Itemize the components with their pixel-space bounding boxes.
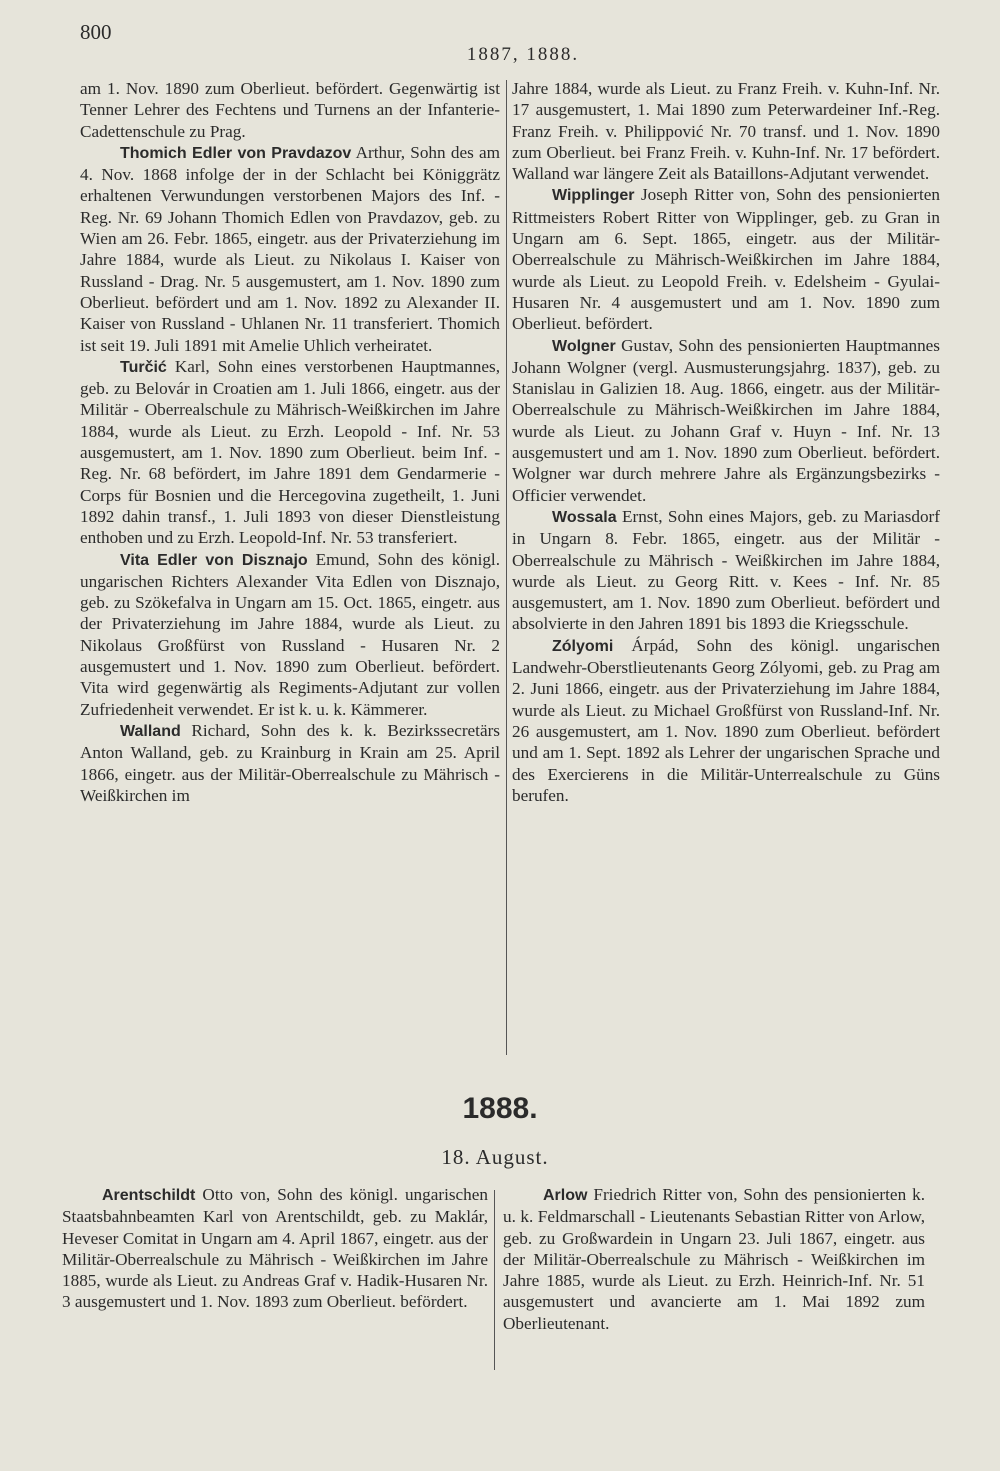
entry-surname: Walland [120, 722, 181, 740]
column-bottom-left [62, 1184, 488, 1313]
entry-paragraph [80, 549, 500, 720]
entry-text: Joseph Ritter von, Sohn des pensionierten Rittmeisters Robert Ritter von Wipplinger, geb. zu Gran in Ungarn am 6. Sept. 1865, eingetr. aus der Militär-Oberrealschule zu Mährisch-Weißkirchen im Jahre 1884, wurde als Lieut. zu Leopold Freih. v. Edelsheim - Gyulai-Husaren Nr. 4 ausgemustert und am 1. Nov. 1890 zum Oberlieut. befördert. [512, 185, 940, 334]
entry-paragraph [62, 1184, 488, 1313]
entry-text: Emund, Sohn des königl. ungarischen Richters Alexander Vita Edlen von Disznajo, geb. zu Szökefalva in Ungarn am 15. Oct. 1865, eingetr. aus der Privaterziehung im Jahre 1884, wurde als Lieut. zu Nikolaus Großfürst von Russland - Husaren Nr. 2 ausgemustert und 1. Nov. 1890 zum Oberlieut. befördert. Vita wird gegenwärtig als Regiments-Adjutant zur vollen Zufriedenheit verwendet. Er ist k. u. k. Kämmerer. [80, 549, 501, 719]
entry-text: Otto von, Sohn des königl. ungarischen Staatsbahnbeamten Karl von Arentschildt, geb. zu Maklár, Heveser Comitat in Ungarn am 4. April 1867, eingetr. aus der Militär-Oberrealschule zu Mährisch - Weißkirchen im Jahre 1885, wurde als Lieut. zu Andreas Graf v. Hadik-Husaren Nr. 3 ausgemustert und 1. Nov. 1893 zum Oberlieut. befördert. [62, 1185, 488, 1312]
column-divider-top [506, 80, 507, 1055]
entry-text: Arthur, Sohn des am 4. Nov. 1868 infolge der in der Schlacht bei Königgrätz erhaltenen Verwundungen verstorbenen Majors des Inf. - Reg. Nr. 69 Johann Thomich Edlen von Pravdazov, geb. zu Wien am 26. Febr. 1865, eingetr. aus der Privaterziehung im Jahre 1884, wurde als Lieut. zu Nikolaus I. Kaiser von Russland - Drag. Nr. 5 ausgemustert, am 1. Nov. 1890 zum Oberlieut. befördert und am 1. Nov. 1892 zu Alexander II. Kaiser von Russland - Uhlanen Nr. 11 transferiert. Thomich ist seit 19. Juli 1891 mit Amelie Uhlich verheiratet. [80, 142, 501, 355]
entry-surname: Wolgner [552, 337, 616, 355]
entry-paragraph [80, 720, 500, 806]
column-top-left [80, 78, 500, 806]
entry-paragraph [512, 635, 940, 806]
entry-text: Karl, Sohn eines verstorbenen Hauptmannes, geb. zu Belovár in Croatien am 1. Juli 1866, eingetr. aus der Militär - Oberrealschule zu Mährisch-Weißkirchen im Jahre 1884, wurde als Lieut. zu Erzh. Leopold - Inf. Nr. 53 ausgemustert, am 1. Nov. 1890 zum Oberlieut. beim Inf. - Reg. Nr. 68 befördert, im Jahre 1891 dem Gendarmerie - Corps für Bosnien und die Hercegovina zugetheilt, 1. Juni 1892 dahin transf., 1. Juli 1893 von dieser Dienstleistung enthoben und zu Erzh. Leopold-Inf. Nr. 53 transferiert. [80, 356, 500, 548]
entry-text: Friedrich Ritter von, Sohn des pensionierten k. u. k. Feldmarschall - Lieutenants Sebastian Ritter von Arlow, geb. zu Großwardein in Ungarn 23. Juli 1867, eingetr. aus der Militär-Oberrealschule zu Mährisch - Weißkirchen im Jahre 1885, wurde als Lieut. zu Erzh. Heinrich-Inf. Nr. 51 ausgemustert und avancierte am 1. Mai 1892 zum Oberlieutenant. [503, 1185, 925, 1333]
entry-paragraph [512, 506, 940, 635]
column-top-right [512, 78, 940, 806]
entry-surname: Wipplinger [552, 187, 635, 205]
entry-text: am 1. Nov. 1890 zum Oberlieut. befördert. Gegenwärtig ist Tenner Lehrer des Fechtens und Turnens an der Infanterie-Cadettenschule zu Prag. [80, 79, 500, 141]
entry-text: Richard, Sohn des k. k. Bezirkssecretärs Anton Walland, geb. zu Krainburg in Krain am 25. April 1866, eingetr. aus der Militär-Oberrealschule zu Mährisch - Weißkirchen im [80, 720, 500, 805]
entry-surname: Wossala [552, 508, 617, 526]
entry-text: Gustav, Sohn des pensionierten Hauptmannes Johann Wolgner (vergl. Ausmusterungsjahrg. 1837), geb. zu Stanislau in Galizien 18. Aug. 1866, eingetr. aus der Militär-Oberrealschule zu Mährisch-Weißkirchen im Jahre 1884, wurde als Lieut. zu Johann Graf v. Huyn - Inf. Nr. 13 ausgemustert und am 1. Nov. 1890 zum Oberlieut. befördert. Wolgner war durch mehrere Jahre als Ergänzungsbezirks - Officier verwendet. [512, 335, 940, 505]
entry-surname: Turčić [120, 358, 167, 376]
entry-surname: Thomich Edler von Pravdazov [120, 144, 352, 162]
column-divider-bottom [494, 1190, 495, 1370]
entry-surname: Vita Edler von Disznajo [120, 551, 308, 569]
entry-paragraph [503, 1184, 925, 1334]
page-number: 800 [80, 20, 112, 44]
entry-paragraph [512, 78, 940, 184]
entry-paragraph [80, 356, 500, 549]
running-head: 1887, 1888. [466, 44, 580, 65]
entry-paragraph [80, 78, 500, 142]
entry-paragraph [512, 335, 940, 506]
section-year-heading: 1888. [462, 1092, 538, 1125]
entry-text: Jahre 1884, wurde als Lieut. zu Franz Freih. v. Kuhn-Inf. Nr. 17 ausgemustert, 1. Mai 1890 zum Peterwardeiner Inf.-Reg. Franz Freih. v. Philippović Nr. 70 transf. und 1. Nov. 1890 zum Oberlieut. bei Franz Freih. v. Kuhn-Inf. Nr. 17 befördert. Walland war längere Zeit als Bataillons-Adjutant verwendet. [512, 79, 940, 184]
entry-surname: Zólyomi [552, 637, 614, 655]
entry-text: Ernst, Sohn eines Majors, geb. zu Mariasdorf in Ungarn 8. Febr. 1865, eingetr. aus der Militär - Oberrealschule zu Mährisch - Weißkirchen im Jahre 1884, wurde als Lieut. zu Georg Ritt. v. Kees - Inf. Nr. 85 ausgemustert, am 1. Nov. 1890 zum Oberlieut. befördert und absolvierte in den Jahren 1891 bis 1893 die Kriegsschule. [512, 506, 940, 634]
entry-paragraph [80, 142, 500, 356]
entry-surname: Arlow [543, 1187, 588, 1204]
column-bottom-right [503, 1184, 925, 1334]
entry-text: Árpád, Sohn des königl. ungarischen Landwehr-Oberstlieutenants Georg Zólyomi, geb. zu Prag am 2. Juni 1866, eingetr. aus der Privaterziehung im Jahre 1884, wurde als Lieut. zu Michael Großfürst von Russland-Inf. Nr. 26 ausgemustert, am 1. Nov. 1890 zum Oberlieut. befördert und am 1. Sept. 1892 als Lehrer der ungarischen Sprache und des Exercierens in die Militär-Unterrealschule zu Güns berufen. [512, 635, 940, 805]
entry-paragraph [512, 184, 940, 334]
entry-surname: Arentschildt [102, 1187, 196, 1204]
section-date-subheading: 18. August. [441, 1145, 549, 1169]
